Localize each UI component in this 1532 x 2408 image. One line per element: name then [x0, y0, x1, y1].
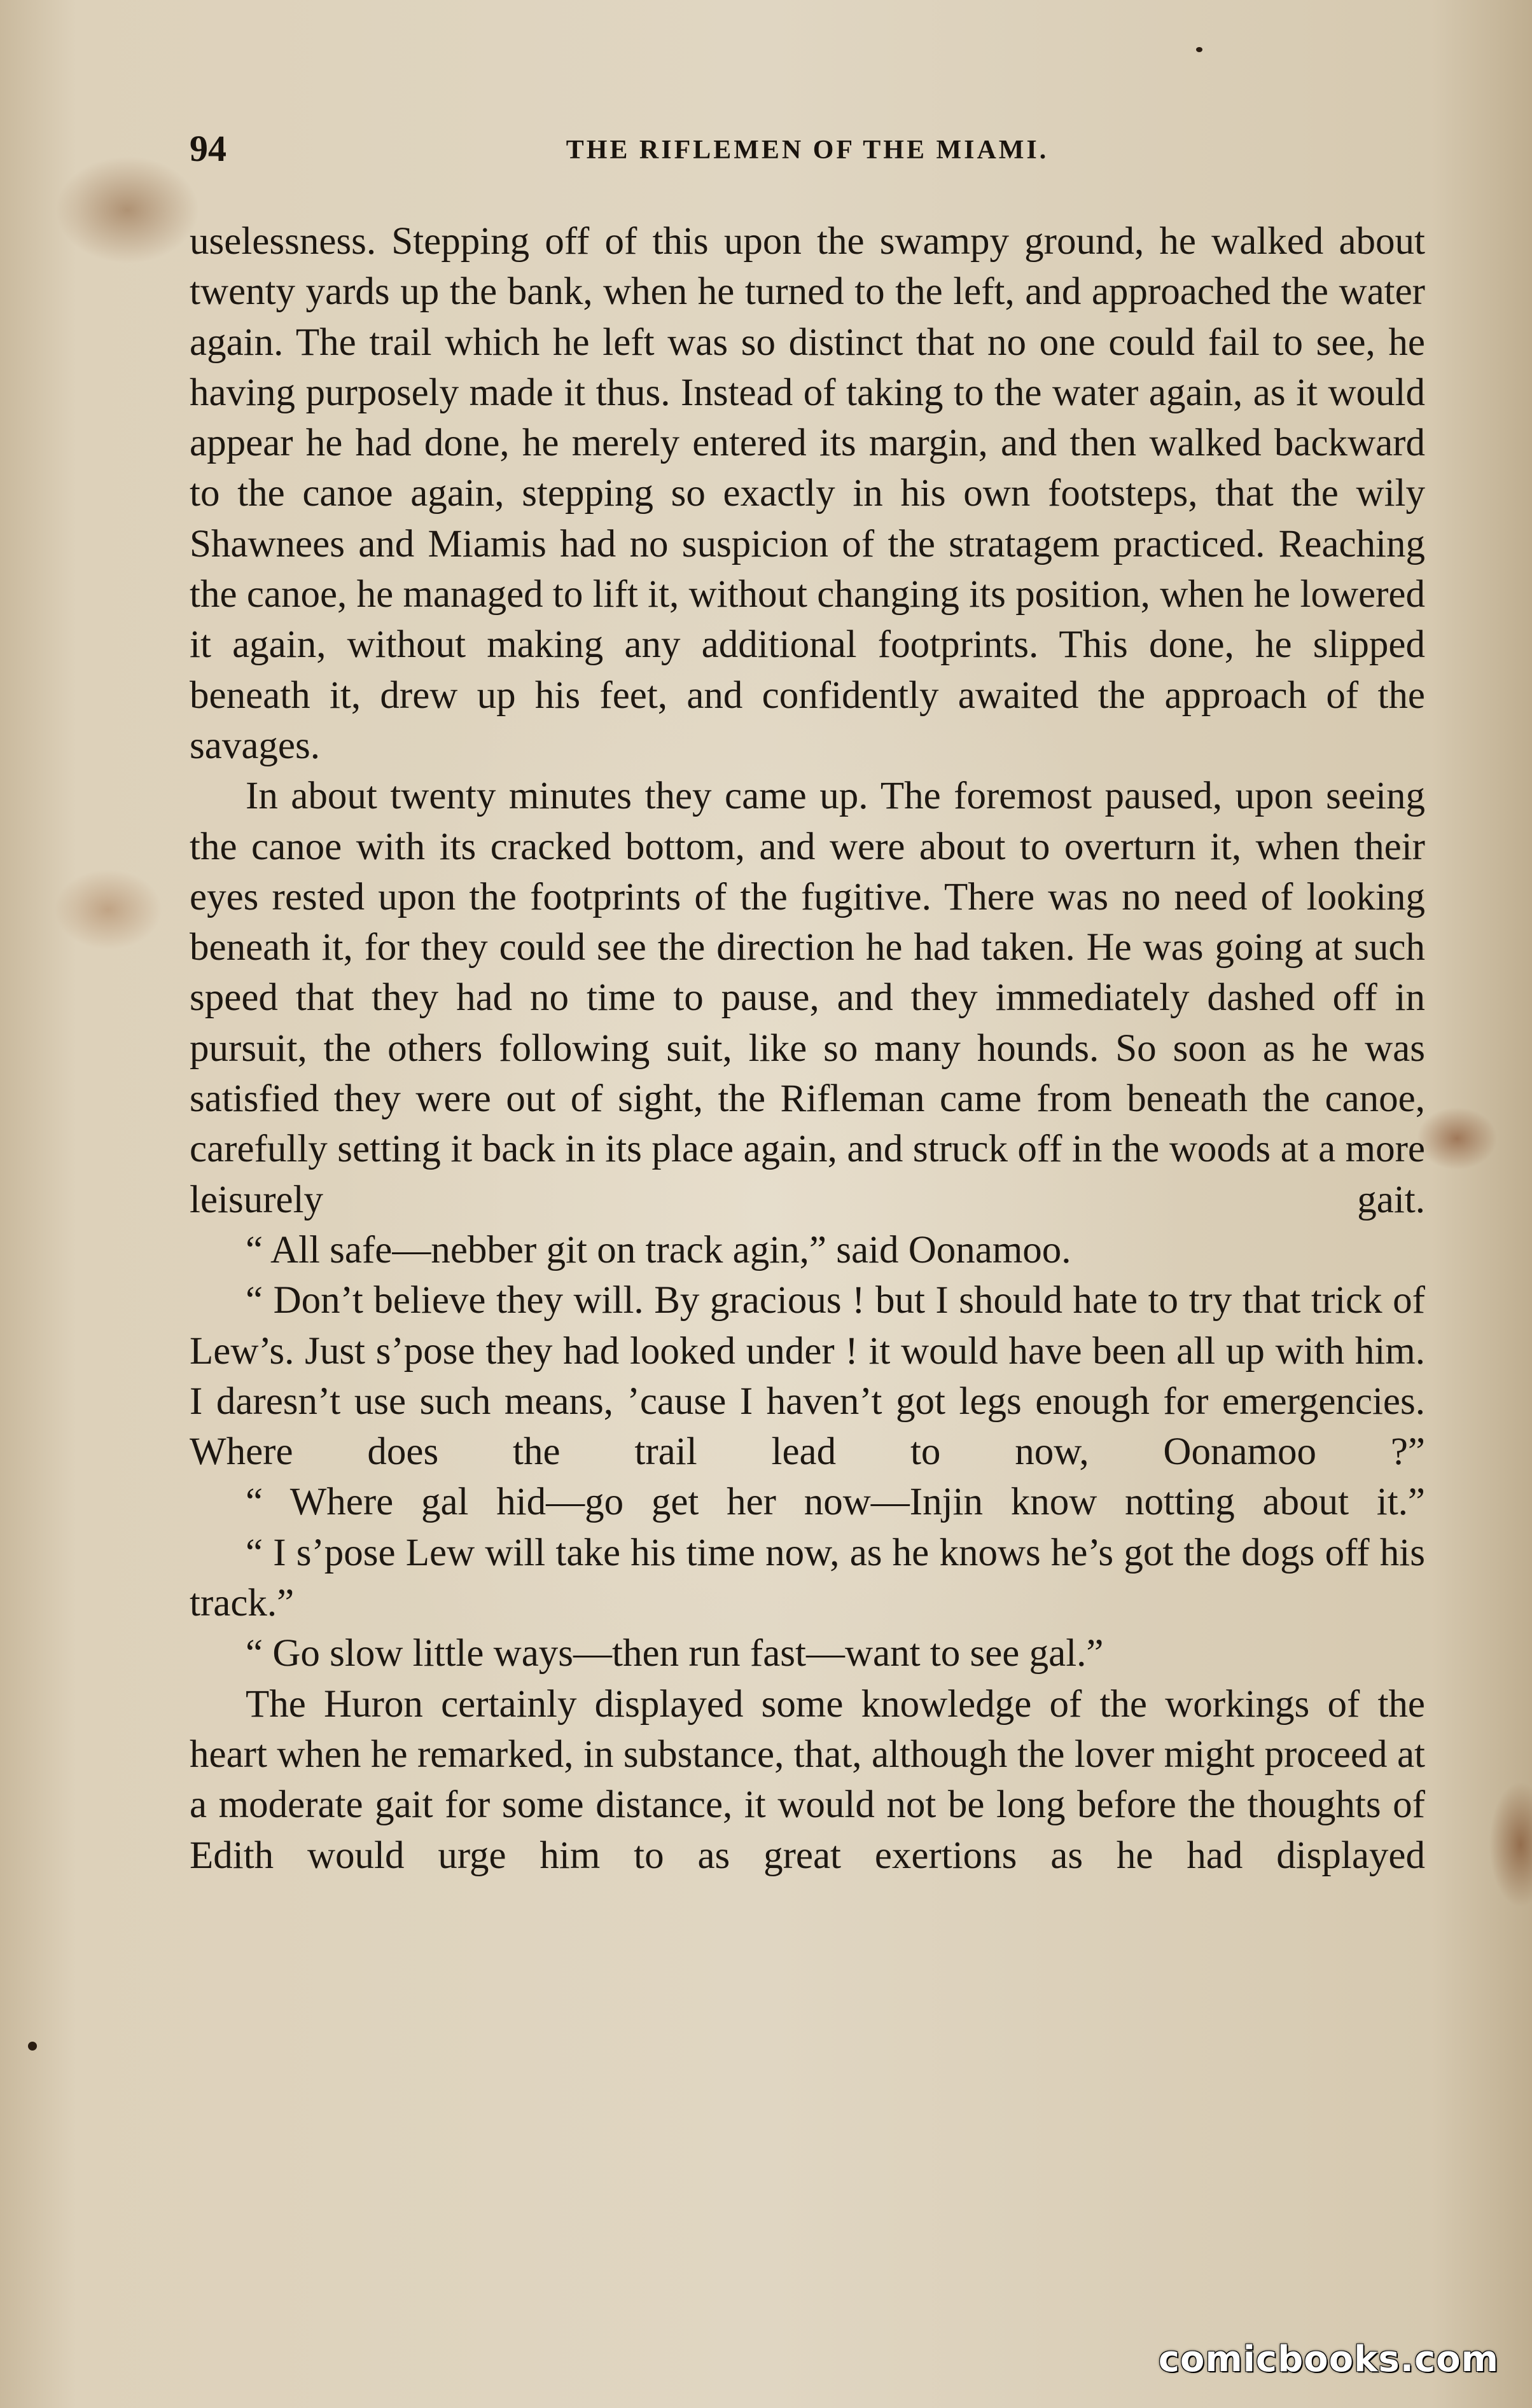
page-number: 94: [190, 128, 226, 169]
paragraph: In about twenty minutes they came up. The foremost paused, upon seeing the canoe with its cracked bottom, and were about to overturn it, when their eyes rested upon the footprints of the fugitive. There was no need of looking beneath it, for they could see the direction he had taken. He was going at such speed that they had no time to pause, and they immediately dashed off in pursuit, the others following suit, like so many hounds. So soon as he was satisfied they were out of sight, the Rifleman came from beneath the canoe, carefully setting it back in its place again, and struck off in the woods at a more leisurely gait.: [190, 775, 1425, 1221]
paragraph: “ Don’t believe they will. By gracious ! but I should hate to try that trick of Lew’s. Just s’pose they had looked under ! it would have been all up with him. I daresn’t use such means, ’cause I haven’t got legs enough for emergencies. Where does the trail lead to now, Oonamoo ?”: [190, 1279, 1425, 1474]
paragraph: uselessness. Stepping off of this upon the swampy ground, he walked about twenty yards up the bank, when he turned to the left, and approached the water again. The trail which he left was so distinct that no one could fail to see, he having purposely made it thus. Instead of taking to the water again, as it would appear he had done, he merely entered its margin, and then walked backward to the canoe again, stepping so exactly in his own footsteps, that the wily Shawnees and Miamis had no suspicion of the stratagem practiced. Reaching the canoe, he managed to lift it, without changing its position, when he lowered it again, without making any additional footprints. This done, he slipped beneath it, drew up his feet, and confidently awaited the approach of the savages.: [190, 220, 1425, 767]
body-text: [190, 216, 1425, 1881]
paragraph: “ Where gal hid—go get her now—Injin know notting about it.”: [246, 1481, 1425, 1524]
paragraph: The Huron certainly displayed some knowledge of the workings of the heart when he remarked, in substance, that, although the lover might proceed at a moderate gait for some distance, it would not be long before the thoughts of Edith would urge him to as great exertions as he had displayed: [190, 1682, 1425, 1877]
ink-speck: [28, 2042, 37, 2051]
paragraph: “ Go slow little ways—then run fast—want to see gal.”: [246, 1632, 1104, 1675]
page-header: [190, 127, 1425, 178]
paragraph: “ All safe—nebber git on track agin,” said Oonamoo.: [246, 1228, 1071, 1271]
paragraph: “ I s’pose Lew will take his time now, as he knows he’s got the dogs off his track.”: [190, 1531, 1425, 1625]
watermark: comicbooks.com: [1158, 2339, 1499, 2380]
ink-speck: [1196, 47, 1202, 52]
running-head: THE RIFLEMEN OF THE MIAMI.: [566, 135, 1049, 165]
